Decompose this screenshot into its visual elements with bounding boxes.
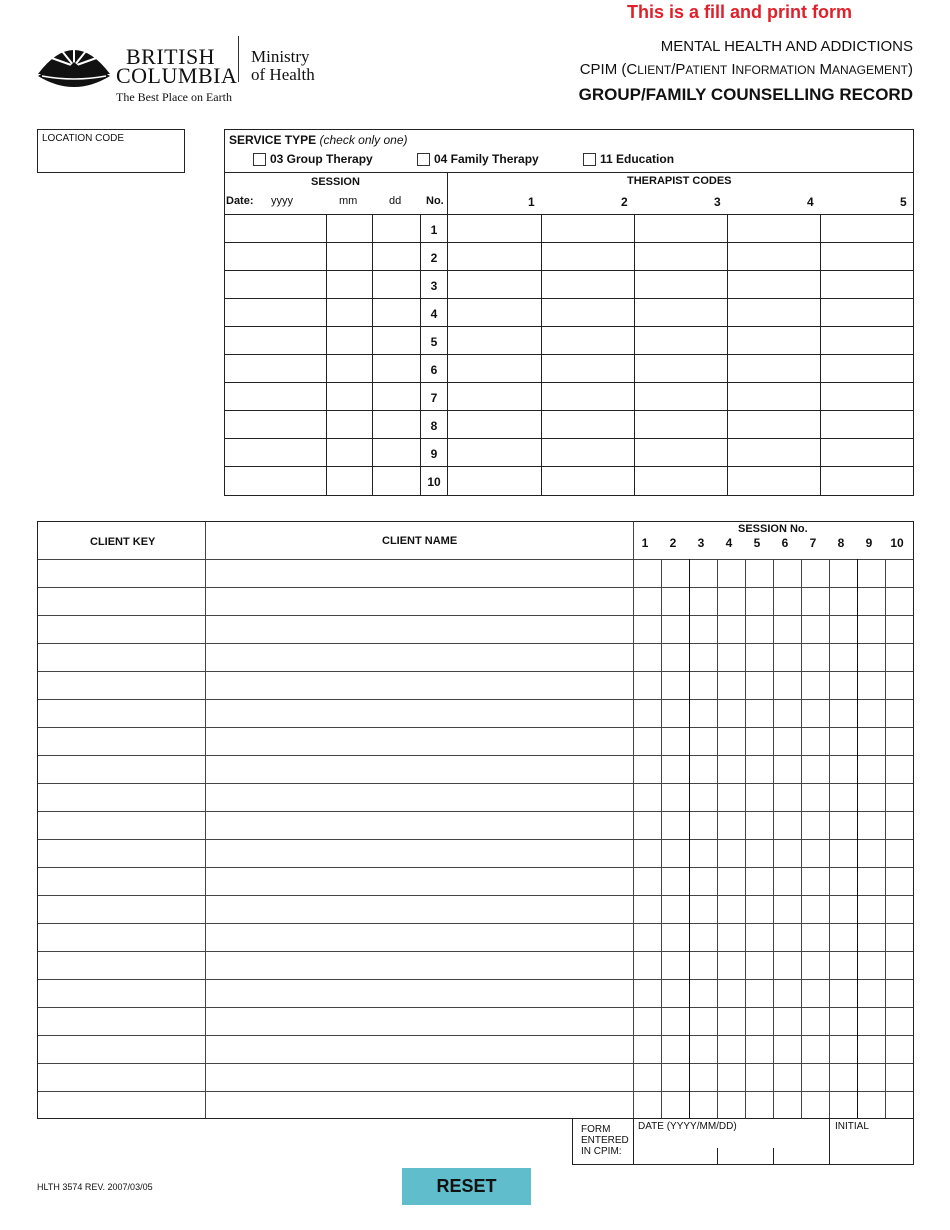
client-row-line bbox=[38, 1063, 913, 1064]
client-row-line bbox=[38, 867, 913, 868]
row-line bbox=[225, 242, 913, 243]
client-row-line bbox=[38, 643, 913, 644]
client-row-line bbox=[38, 615, 913, 616]
client-row-line bbox=[38, 811, 913, 812]
session-col-8: 8 bbox=[837, 536, 845, 550]
client-row-line bbox=[38, 727, 913, 728]
service-type-heading bbox=[229, 133, 408, 147]
session-row-3: 3 bbox=[430, 279, 438, 293]
row-line bbox=[225, 466, 913, 467]
session-label: SESSION bbox=[311, 176, 360, 188]
form-code: HLTH 3574 REV. 2007/03/05 bbox=[37, 1182, 153, 1192]
row-line bbox=[225, 382, 913, 383]
session-row-10: 10 bbox=[427, 475, 441, 489]
therapist-col-3: 3 bbox=[714, 195, 721, 209]
session-col-line bbox=[689, 559, 690, 1118]
dd-label: dd bbox=[389, 195, 402, 207]
form-entered-line-3: IN CPIM: bbox=[581, 1146, 622, 1157]
session-col-line bbox=[829, 559, 830, 1118]
cpim-lient: LIENT bbox=[637, 63, 672, 77]
divider bbox=[829, 1118, 830, 1164]
cpim-slash: / bbox=[671, 61, 676, 78]
date-label: Date: bbox=[226, 195, 254, 207]
no-label: No. bbox=[426, 195, 444, 207]
client-row-line bbox=[38, 755, 913, 756]
session-row-6: 6 bbox=[430, 363, 438, 377]
client-row-line bbox=[38, 839, 913, 840]
divider bbox=[633, 522, 634, 1118]
checkbox-group-therapy[interactable] bbox=[253, 152, 373, 166]
session-row-9: 9 bbox=[430, 447, 438, 461]
client-table bbox=[37, 521, 914, 1119]
logo-ministry: Ministry bbox=[251, 47, 310, 66]
session-col-line bbox=[885, 559, 886, 1118]
yyyy-label: yyyy bbox=[271, 195, 293, 207]
session-col-10: 10 bbox=[890, 536, 904, 550]
client-key-header: CLIENT KEY bbox=[90, 536, 156, 548]
session-col-3: 3 bbox=[697, 536, 705, 550]
session-row-7: 7 bbox=[430, 391, 438, 405]
session-row-2: 2 bbox=[430, 251, 438, 265]
group-therapy-label: 03 Group Therapy bbox=[270, 152, 373, 166]
cpim-entry-box bbox=[572, 1118, 914, 1165]
reset-button[interactable]: RESET bbox=[402, 1168, 531, 1205]
session-row-8: 8 bbox=[430, 419, 438, 433]
session-col-6: 6 bbox=[781, 536, 789, 550]
divider bbox=[205, 522, 206, 1118]
session-col-line bbox=[745, 559, 746, 1118]
session-col-line bbox=[661, 559, 662, 1118]
divider bbox=[773, 1148, 774, 1164]
client-row-line bbox=[38, 671, 913, 672]
divider bbox=[225, 172, 913, 173]
session-col-4: 4 bbox=[725, 536, 733, 550]
logo-divider bbox=[238, 36, 239, 82]
location-code-label: LOCATION CODE bbox=[42, 133, 125, 144]
entry-date-label: DATE (YYYY/MM/DD) bbox=[638, 1121, 737, 1132]
cpim-i: I bbox=[727, 61, 736, 78]
logo-tagline: The Best Place on Earth bbox=[116, 90, 232, 104]
divider bbox=[447, 172, 448, 495]
form-entered-line-2: ENTERED bbox=[581, 1135, 629, 1146]
program-name: MENTAL HEALTH AND ADDICTIONS bbox=[660, 38, 913, 55]
service-type-label: SERVICE TYPE bbox=[229, 133, 317, 147]
client-row-line bbox=[38, 895, 913, 896]
cpim-atient: ATIENT bbox=[685, 63, 728, 77]
session-col-line bbox=[717, 559, 718, 1118]
therapist-col-5: 5 bbox=[900, 195, 907, 209]
session-row-4: 4 bbox=[430, 307, 438, 321]
session-col-line bbox=[773, 559, 774, 1118]
divider bbox=[717, 1148, 718, 1164]
entry-initial-label: INITIAL bbox=[835, 1121, 869, 1132]
cpim-anagement: ANAGEMENT bbox=[831, 63, 908, 77]
checkbox-education[interactable] bbox=[583, 152, 674, 166]
client-row-line bbox=[38, 923, 913, 924]
client-row-line bbox=[38, 783, 913, 784]
cpim-p: P bbox=[675, 61, 686, 78]
logo-of-health: of Health bbox=[251, 65, 315, 84]
client-row-line bbox=[38, 1007, 913, 1008]
bc-ministry-logo bbox=[36, 36, 326, 106]
cpim-prefix: CPIM ( bbox=[579, 61, 627, 78]
session-col-9: 9 bbox=[865, 536, 873, 550]
service-type-hint: (check only one) bbox=[319, 133, 408, 147]
logo-columbia: COLUMBIA bbox=[116, 63, 238, 88]
fill-print-notice: This is a fill and print form bbox=[627, 2, 853, 22]
cpim-nformation: NFORMATION bbox=[735, 63, 816, 77]
logo-british: BRITISH bbox=[126, 44, 216, 69]
row-line bbox=[225, 438, 913, 439]
cpim-subtitle bbox=[580, 61, 913, 78]
cpim-close: ) bbox=[908, 61, 913, 78]
form-title: GROUP/FAMILY COUNSELLING RECORD bbox=[578, 85, 913, 104]
checkbox-icon[interactable] bbox=[583, 153, 596, 166]
cpim-m: M bbox=[815, 61, 832, 78]
checkbox-family-therapy[interactable] bbox=[417, 152, 539, 166]
education-label: 11 Education bbox=[600, 152, 675, 166]
client-row-line bbox=[38, 1091, 913, 1092]
form-entered-line-1: FORM bbox=[581, 1124, 611, 1135]
therapist-col-1: 1 bbox=[528, 195, 535, 209]
row-line bbox=[225, 270, 913, 271]
location-code-field[interactable] bbox=[37, 129, 185, 173]
session-no-header: SESSION No. bbox=[738, 523, 808, 535]
client-row-line bbox=[38, 699, 913, 700]
therapist-col-2: 2 bbox=[621, 195, 628, 209]
row-line bbox=[225, 298, 913, 299]
session-col-5: 5 bbox=[753, 536, 761, 550]
session-col-2: 2 bbox=[669, 536, 677, 550]
client-row-line bbox=[38, 979, 913, 980]
client-row-line bbox=[38, 951, 913, 952]
checkbox-icon[interactable] bbox=[253, 153, 266, 166]
session-col-7: 7 bbox=[809, 536, 817, 550]
divider bbox=[225, 214, 913, 215]
row-line bbox=[225, 410, 913, 411]
session-row-1: 1 bbox=[430, 223, 438, 237]
therapist-col-4: 4 bbox=[807, 195, 814, 209]
checkbox-icon[interactable] bbox=[417, 153, 430, 166]
row-line bbox=[225, 354, 913, 355]
cpim-c: C bbox=[626, 61, 638, 78]
client-row-line bbox=[38, 587, 913, 588]
mm-label: mm bbox=[339, 195, 358, 207]
client-name-header: CLIENT NAME bbox=[382, 535, 458, 547]
row-line bbox=[225, 326, 913, 327]
therapist-codes-label: THERAPIST CODES bbox=[627, 175, 732, 187]
client-row-line bbox=[38, 1035, 913, 1036]
family-therapy-label: 04 Family Therapy bbox=[434, 152, 539, 166]
session-col-line bbox=[801, 559, 802, 1118]
bc-sun-mountain-icon bbox=[36, 36, 112, 90]
client-row-line bbox=[38, 559, 913, 560]
divider bbox=[633, 1118, 634, 1164]
service-table bbox=[224, 129, 914, 496]
session-col-line bbox=[857, 559, 858, 1118]
form-entered-label bbox=[581, 1124, 629, 1157]
session-row-5: 5 bbox=[430, 335, 438, 349]
session-col-1: 1 bbox=[641, 536, 649, 550]
